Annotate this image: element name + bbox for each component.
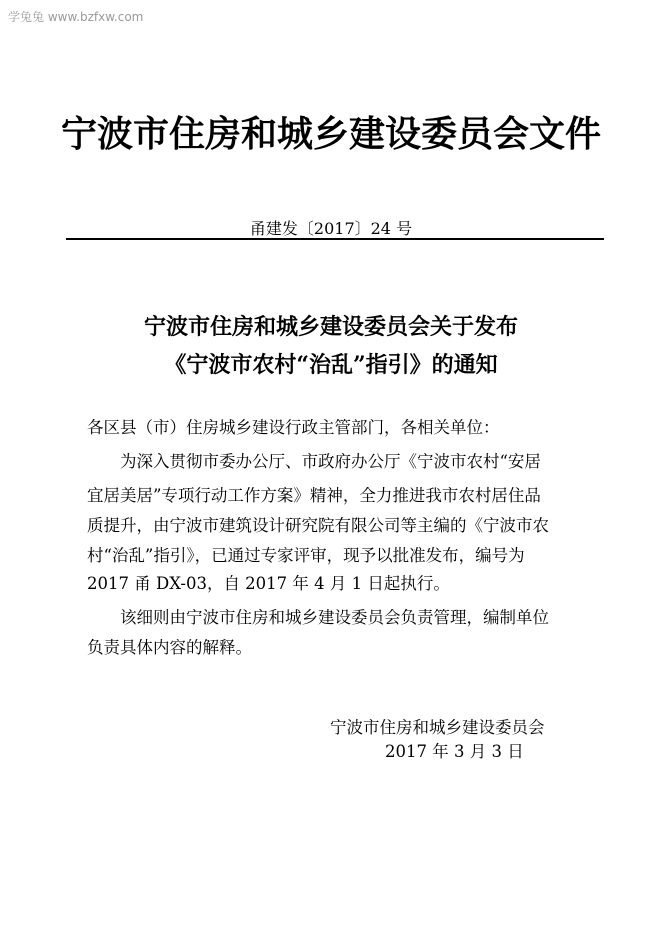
salutation: 各区县（市）住房城乡建设行政主管部门，各相关单位： (87, 418, 500, 437)
paragraph-1-line-4: 村“治乱”指引》，已通过专家评审，现予以批准发布，编号为 (87, 546, 525, 565)
paragraph-1-line-1: 为深入贯彻市委办公厅、市政府办公厅《宁波市农村“安居 (120, 452, 541, 471)
document-number: 甬建发〔2017〕24 号 (249, 219, 413, 238)
paragraph-1-line-5: 2017 甬 DX-03，自 2017 年 4 月 1 日起执行。 (87, 574, 450, 593)
watermark-text: 学兔兔 www.bzfxw.com (8, 10, 144, 24)
document-header-title: 宁波市住房和城乡建设委员会文件 (60, 113, 601, 155)
notice-title-line-1: 宁波市住房和城乡建设委员会关于发布 (143, 314, 518, 340)
paragraph-1-line-2: 宜居美居”专项行动工作方案》精神，全力推进我市农村居住品 (87, 486, 541, 505)
paragraph-1-line-3: 质提升，由宁波市建筑设计研究院有限公司等主编的《宁波市农 (87, 516, 549, 535)
paragraph-2-line-2: 负责具体内容的解释。 (87, 638, 252, 657)
signature-date: 2017 年 3 月 3 日 (385, 742, 524, 761)
header-divider (66, 238, 604, 240)
notice-title-line-2: 《宁波市农村“治乱”指引》的通知 (164, 352, 498, 378)
paragraph-2-line-1: 该细则由宁波市住房和城乡建设委员会负责管理，编制单位 (120, 608, 549, 627)
signature-organization: 宁波市住房和城乡建设委员会 (330, 718, 545, 737)
